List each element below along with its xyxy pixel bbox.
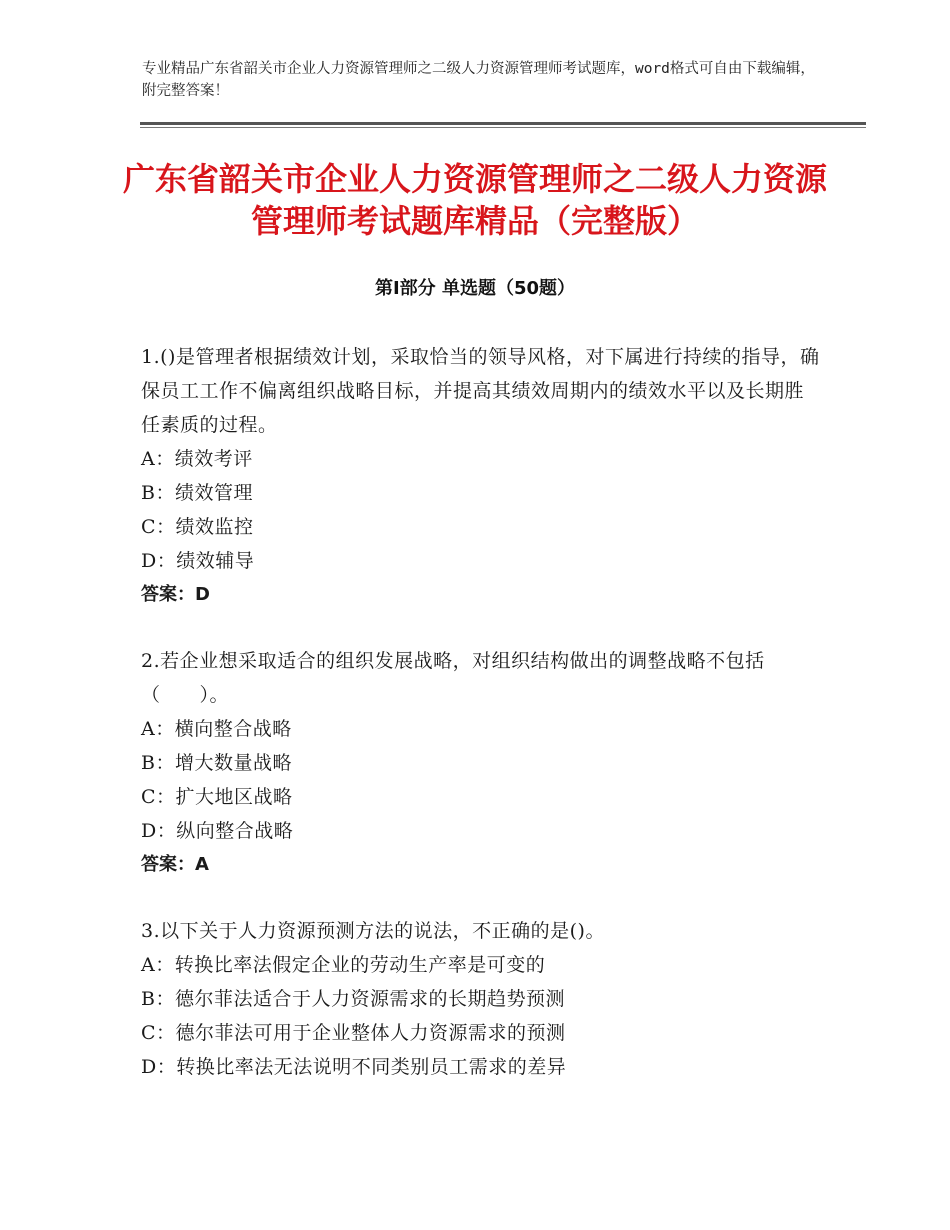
option-a: A：绩效考评 [141,448,253,470]
option-a: A：转换比率法假定企业的劳动生产率是可变的 [141,954,546,976]
answer: 答案：D [141,584,210,605]
option-b: B：德尔菲法适合于人力资源需求的长期趋势预测 [141,988,565,1010]
question-list [141,340,821,1116]
option-b: B：增大数量战略 [141,752,292,774]
question-stem: 3.以下关于人力资源预测方法的说法，不正确的是()。 [141,920,605,942]
question-stem: 2.若企业想采取适合的组织发展战略，对组织结构做出的调整战略不包括（ ）。 [141,650,765,706]
option-c: C：绩效监控 [141,516,254,538]
option-c: C：德尔菲法可用于企业整体人力资源需求的预测 [141,1022,566,1044]
option-d: D：绩效辅导 [141,550,255,572]
option-d: D：纵向整合战略 [141,820,294,842]
question-2 [141,644,821,882]
header-rule-thin [140,127,866,128]
section-title: 第Ⅰ部分 单选题（50题） [374,278,575,299]
question-stem: 1.()是管理者根据绩效计划，采取恰当的领导风格，对下属进行持续的指导，确保员工工作不偏离组织战略目标，并提高其绩效周期内的绩效水平以及长期胜任素质的过程。 [141,346,820,436]
header-rule-thick [140,122,866,125]
header-note: 专业精品广东省韶关市企业人力资源管理师之二级人力资源管理师考试题库，word格式可自由下载编辑，附完整答案！ [142,61,815,99]
answer: 答案：A [141,854,209,875]
option-a: A：横向整合战略 [141,718,292,740]
option-c: C：扩大地区战略 [141,786,293,808]
question-3 [141,914,821,1084]
option-b: B：绩效管理 [141,482,253,504]
question-1 [141,340,821,612]
option-d: D：转换比率法无法说明不同类别员工需求的差异 [141,1056,567,1078]
document-title: 广东省韶关市企业人力资源管理师之二级人力资源管理师考试题库精品（完整版） [122,160,827,240]
